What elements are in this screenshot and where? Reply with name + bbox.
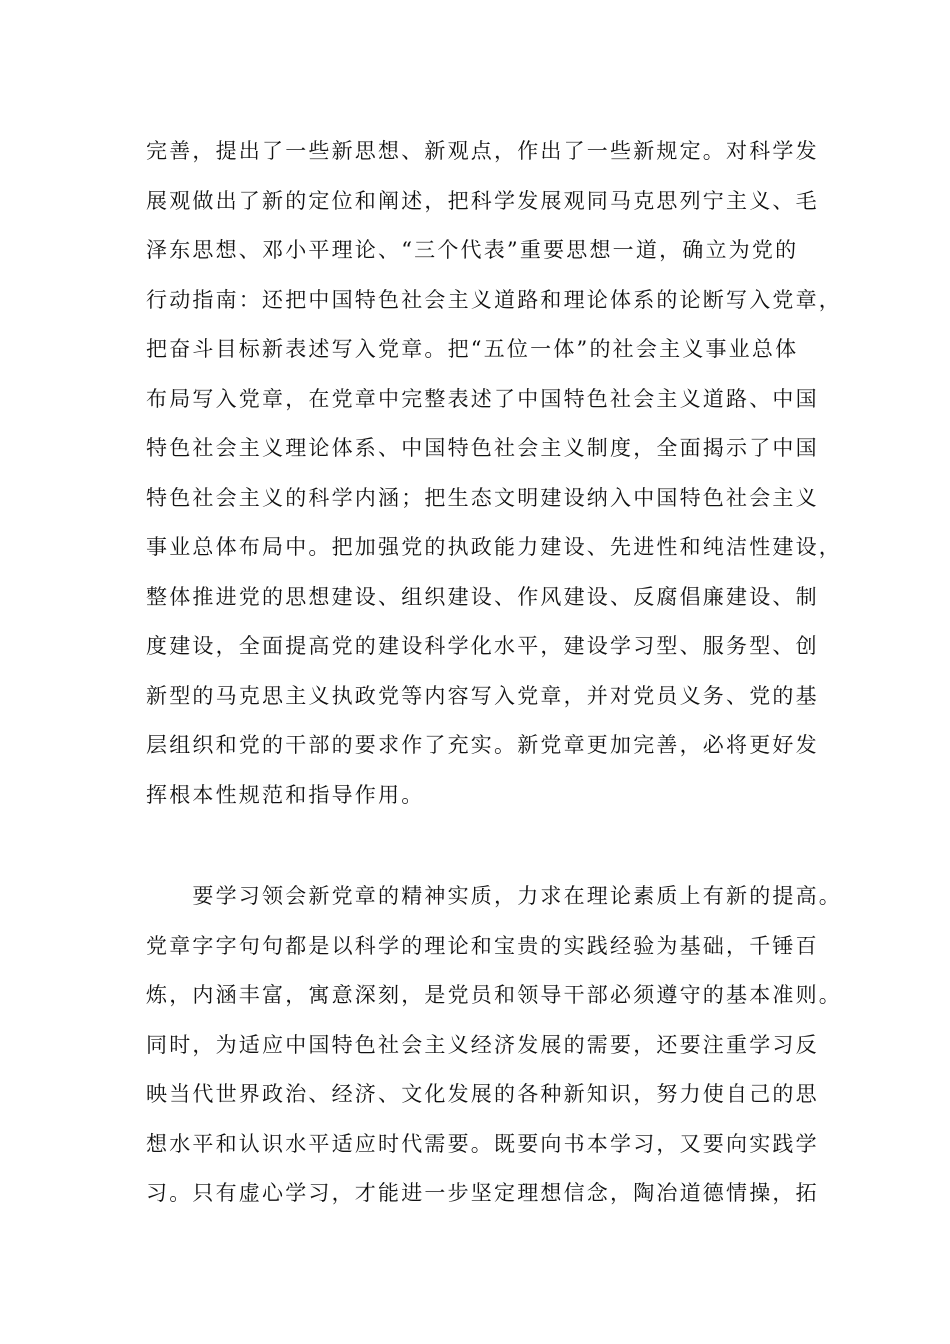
text-line: 想水平和认识水平适应时代需要。既要向书本学习，又要向实践学 (146, 1131, 819, 1156)
text-line: 度建设，全面提高党的建设科学化水平，建设学习型、服务型、创 (146, 634, 819, 658)
text-line: 完善，提出了一些新思想、新观点，作出了一些新规定。对科学发 (146, 139, 819, 163)
text-line: 特色社会主义理论体系、中国特色社会主义制度，全面揭示了中国 (146, 436, 819, 460)
text-line: 特色社会主义的科学内涵；把生态文明建设纳入中国特色社会主义 (146, 485, 819, 510)
text-line: 展观做出了新的定位和阐述，把科学发展观同马克思列宁主义、毛 (146, 188, 819, 213)
text-line: 事业总体布局中。把加强党的执政能力建设、先进性和纯洁性建设， (146, 535, 842, 559)
paragraph-1 (146, 127, 842, 820)
text-line: 同时，为适应中国特色社会主义经济发展的需要，还要注重学习反 (146, 1032, 819, 1057)
text-line: 泽东思想、邓小平理论、“三个代表”重要思想一道，确立为党的 (146, 238, 799, 262)
text-line: 挥根本性规范和指导作用。 (146, 782, 425, 807)
text-line: 党章字字句句都是以科学的理论和宝贵的实践经验为基础，千锤百 (146, 933, 819, 958)
text-line: 布局写入党章，在党章中完整表述了中国特色社会主义道路、中国 (146, 386, 819, 411)
text-line: 把奋斗目标新表述写入党章。把“五位一体”的社会主义事业总体 (146, 337, 799, 361)
text-line: 整体推进党的思想建设、组织建设、作风建设、反腐倡廉建设、制 (146, 584, 819, 609)
paragraph-2 (146, 872, 842, 1219)
text-line: 新型的马克思主义执政党等内容写入党章，并对党员义务、党的基 (146, 683, 819, 708)
text-line: 映当代世界政治、经济、文化发展的各种新知识，努力使自己的思 (146, 1082, 819, 1106)
text-line: 要学习领会新党章的精神实质，力求在理论素质上有新的提高。 (146, 884, 842, 908)
text-line: 层组织和党的干部的要求作了充实。新党章更加完善，必将更好发 (146, 733, 819, 757)
text-line: 习。只有虚心学习，才能进一步坚定理想信念，陶冶道德情操，拓 (146, 1181, 819, 1205)
text-line: 行动指南：还把中国特色社会主义道路和理论体系的论断写入党章， (146, 287, 842, 312)
text-line: 炼，内涵丰富，寓意深刻，是党员和领导干部必须遵守的基本准则。 (146, 983, 842, 1007)
